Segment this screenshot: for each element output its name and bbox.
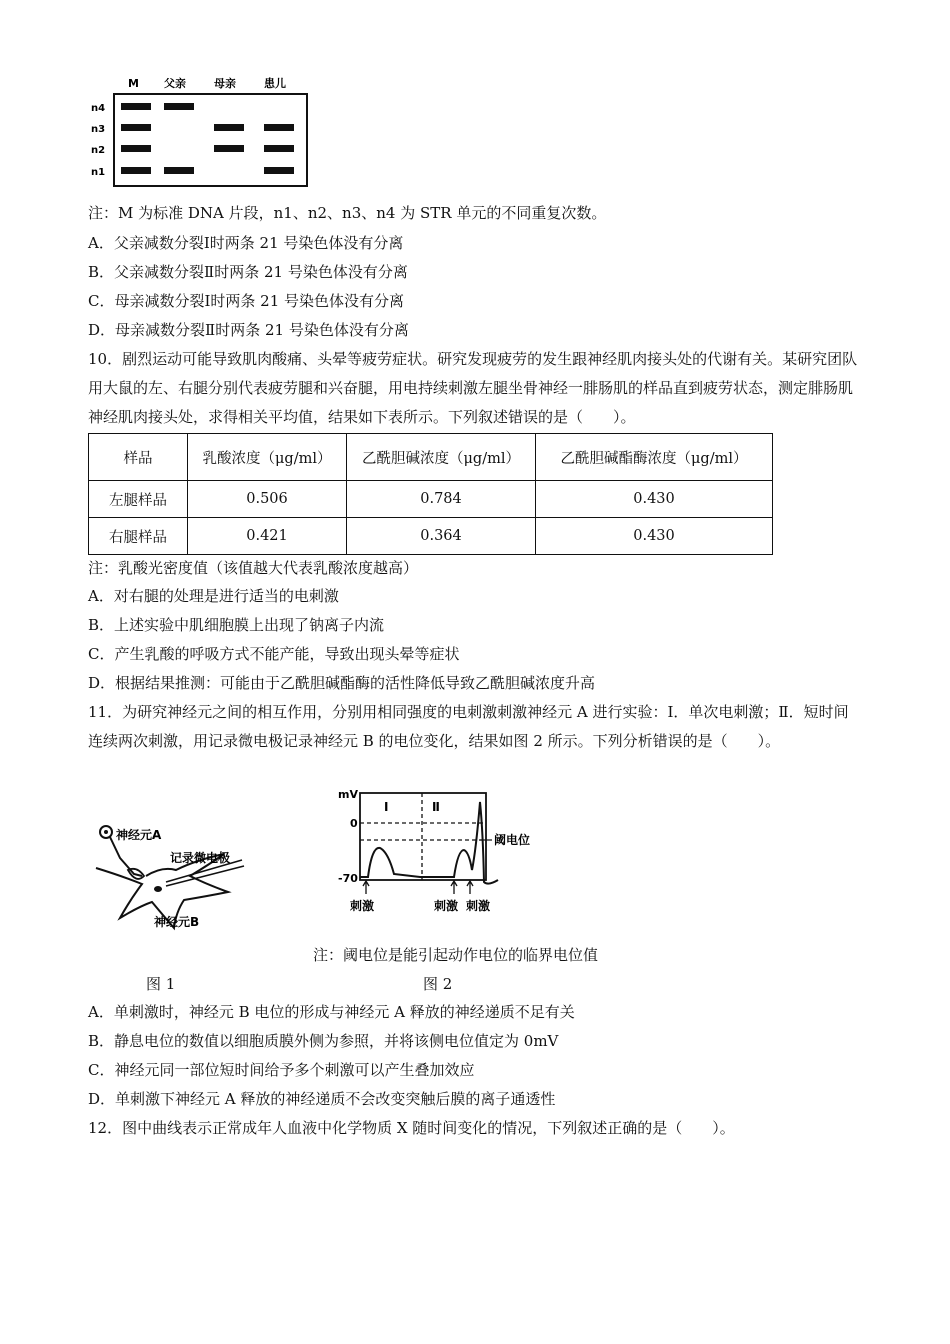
figure-note: 注：阈电位是能引起动作电位的临界电位值: [313, 946, 599, 964]
gel-row-label: n2: [91, 145, 106, 156]
figure-2-potential-graph: [330, 786, 560, 916]
y-tick-minus70: -70: [338, 872, 358, 885]
q11-option-b: B．静息电位的数值以细胞质膜外侧为参照，并将该侧电位值定为 0mV: [88, 1032, 559, 1050]
q9-note: 注：M 为标准 DNA 片段，n1、n2、n3、n4 为 STR 单元的不同重复次数。: [88, 204, 607, 222]
neuron-a-label: 神经元A: [116, 828, 162, 842]
q11-stem: 11．为研究神经元之间的相互作用，分别用相同强度的电刺激刺激神经元 A 进行实验：Ⅰ．单次电刺激；Ⅱ．短时间连续两次刺激，用记录微电极记录神经元 B 的电位变化，结果如图 2 所示。下列分析错误的是（ ）。: [88, 703, 849, 750]
threshold-label: 阈电位: [494, 833, 531, 847]
gel-lane-label: M: [128, 77, 139, 90]
figure-2-caption: 图 2: [423, 975, 453, 993]
q10-option-d: D．根据结果推测：可能由于乙酰胆碱酯酶的活性降低导致乙酰胆碱浓度升高: [88, 674, 596, 692]
gel-lane-label: 患儿: [264, 77, 286, 90]
gel-band: [214, 124, 244, 131]
graph-frame: [360, 793, 486, 880]
q11-option-d: D．单刺激下神经元 A 释放的神经递质不会改变突触后膜的离子通透性: [88, 1090, 556, 1108]
y-axis-label: mV: [338, 788, 358, 801]
table-cell: 左腿样品: [89, 481, 188, 518]
gel-band: [164, 167, 194, 174]
gel-lane-label: 母亲: [214, 77, 236, 90]
q12-stem: 12．图中曲线表示正常成年人血液中化学物质 X 随时间变化的情况，下列叙述正确的是（ ）。: [88, 1119, 735, 1137]
gel-band: [214, 145, 244, 152]
table-cell: 右腿样品: [89, 518, 188, 555]
table-header-cell: 乙酰胆碱酯酶浓度（μg/ml）: [536, 434, 773, 481]
gel-electrophoresis-figure: [88, 73, 318, 191]
table-header-row: [89, 434, 773, 481]
q11-option-c: C．神经元同一部位短时间给予多个刺激可以产生叠加效应: [88, 1061, 475, 1079]
table-cell: 0.784: [347, 481, 536, 518]
phase-1-label: Ⅰ: [384, 800, 389, 814]
table-cell: 0.430: [536, 481, 773, 518]
neuron-b-nucleus: [154, 886, 162, 892]
q10-note: 注：乳酸光密度值（该值越大代表乳酸浓度越高）: [88, 559, 419, 577]
q9-option-b: B．父亲减数分裂Ⅱ时两条 21 号染色体没有分离: [88, 263, 408, 281]
gel-row-label: n1: [91, 167, 106, 178]
table-cell: 0.506: [188, 481, 347, 518]
gel-band: [264, 145, 294, 152]
gel-band: [264, 167, 294, 174]
potential-curve: [360, 802, 498, 884]
q9-option-c: C．母亲减数分裂Ⅰ时两条 21 号染色体没有分离: [88, 292, 405, 310]
phase-2-label: Ⅱ: [432, 800, 440, 814]
gel-band: [121, 103, 151, 110]
gel-band: [264, 124, 294, 131]
table-row: [89, 481, 773, 518]
stim-label-2: 刺激: [434, 899, 459, 913]
gel-band: [164, 103, 194, 110]
neuron-b-label: 神经元B: [154, 915, 200, 929]
table-header-cell: 乙酰胆碱浓度（μg/ml）: [347, 434, 536, 481]
table-header-cell: 乳酸浓度（μg/ml）: [188, 434, 347, 481]
gel-band: [121, 167, 151, 174]
q10-data-table: [88, 433, 773, 555]
table-row: [89, 518, 773, 555]
electrode-label: 记录微电极: [170, 851, 231, 865]
figure-1-caption: 图 1: [146, 975, 176, 993]
stim-arrow-3: [467, 881, 473, 894]
table-cell: 0.364: [347, 518, 536, 555]
stim-arrow-1: [363, 881, 369, 894]
y-tick-0: 0: [350, 817, 358, 830]
q10-option-c: C．产生乳酸的呼吸方式不能产能，导致出现头晕等症状: [88, 645, 460, 663]
q10-option-a: A．对右腿的处理是进行适当的电刺激: [88, 587, 339, 605]
table-cell: 0.430: [536, 518, 773, 555]
gel-row-label: n3: [91, 124, 106, 135]
stim-label-1: 刺激: [350, 899, 375, 913]
table-header-cell: 样品: [89, 434, 188, 481]
q10-option-b: B．上述实验中肌细胞膜上出现了钠离子内流: [88, 616, 385, 634]
q9-option-a: A．父亲减数分裂Ⅰ时两条 21 号染色体没有分离: [88, 234, 404, 252]
figure-1-neurons: [92, 818, 272, 933]
gel-band: [121, 145, 151, 152]
gel-lane-label: 父亲: [164, 77, 186, 90]
neuron-a-nucleus: [104, 830, 108, 834]
gel-row-label: n4: [91, 103, 106, 114]
q10-stem: 10．剧烈运动可能导致肌肉酸痛、头晕等疲劳症状。研究发现疲劳的发生跟神经肌肉接头处的代谢有关。某研究团队用大鼠的左、右腿分别代表疲劳腿和兴奋腿，用电持续刺激左腿坐骨神经一腓肠肌的样品直到疲劳状态，测定腓肠肌神经肌肉接头处，求得相关平均值，结果如下表所示。下列叙述错误的是（ ）。: [88, 350, 858, 426]
gel-band: [121, 124, 151, 131]
q11-option-a: A．单刺激时，神经元 B 电位的形成与神经元 A 释放的神经递质不足有关: [88, 1003, 575, 1021]
stim-label-3: 刺激: [466, 899, 491, 913]
stim-arrow-2: [451, 881, 457, 894]
table-cell: 0.421: [188, 518, 347, 555]
q9-option-d: D．母亲减数分裂Ⅱ时两条 21 号染色体没有分离: [88, 321, 409, 339]
